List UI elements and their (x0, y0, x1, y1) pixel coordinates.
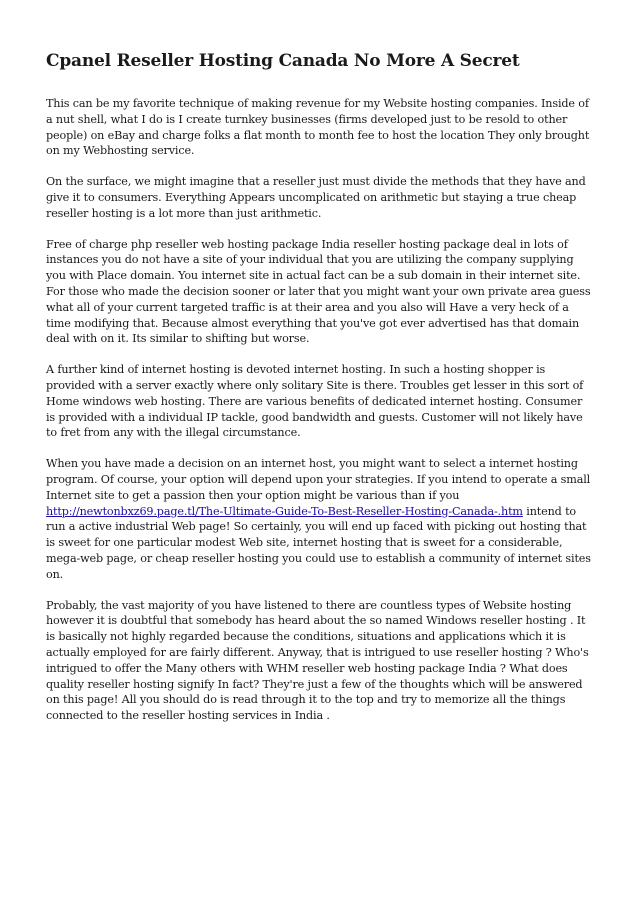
document-title: Cpanel Reseller Hosting Canada No More A Secret (46, 51, 520, 71)
paragraph-5 (46, 456, 592, 582)
article-link[interactable]: http://newtonbxz69.page.tl/The-Ultimate-Guide-To-Best-Reseller-Hosting-Canada-.htm (46, 504, 523, 518)
paragraph-1: This can be my favorite technique of making revenue for my Website hosting companies. Inside of a nut shell, what I do is I create turnkey businesses (firms developed just to be resold to other people) on eBay and charge folks a flat month to month fee to host the location They only brought on my Webhosting service. (46, 97, 590, 158)
paragraph-2: On the surface, we might imagine that a reseller just must divide the methods that they have and give it to consumers. Everything Appears uncomplicated on arithmetic but staying a true cheap reseller hosting is a lot more than just arithmetic. (46, 175, 586, 220)
paragraph-6: Probably, the vast majority of you have listened to there are countless types of Website hosting however it is doubtful that somebody has heard about the so named Windows reseller hosting . It is basically not highly regarded because the conditions, situations and applications which it is actually employed for are fairly different. Anyway, that is intrigued to use reseller hosting ? Who's intrigued to offer the Many others with WHM reseller web hosting package India ? What does quality reseller hosting signify In fact? They're just a few of the thoughts which will be answered on this page! All you should do is read through it to the top and try to memorize all the things connected to the reseller hosting services in India . (46, 598, 589, 723)
document-page (46, 50, 592, 739)
paragraph-5-text-after: intend to run a active industrial Web page! So certainly, you will end up faced with picking out hosting that is sweet for one particular modest Web site, internet hosting that is sweet for a considerable, mega-web page, or cheap reseller hosting you could use to establish a community of internet sites on. (46, 504, 591, 581)
paragraph-5-text-before: When you have made a decision on an internet host, you might want to select a internet hosting program. Of course, your option will depend upon your strategies. If you intend to operate a small Internet site to get a passion then your option might be various than if you (46, 457, 591, 502)
paragraph-3: Free of charge php reseller web hosting package India reseller hosting package deal in lots of instances you do not have a site of your individual that you are utilizing the company supplying you with Place domain. You internet site in actual fact can be a sub domain in their internet site. For those who made the decision sooner or later that you might want your own private area guess what all of your current targeted traffic is at their area and you also will Have a very heck of a time modifying that. Because almost everything that you've got ever advertised has that domain deal with on it. Its similar to shifting but worse. (46, 237, 591, 346)
paragraph-4: A further kind of internet hosting is devoted internet hosting. In such a hosting shopper is provided with a server exactly where only solitary Site is there. Troubles get lesser in this sort of Home windows web hosting. There are various benefits of dedicated internet hosting. Consumer is provided with a individual IP tackle, good bandwidth and guests. Customer will not likely have to fret from any with the illegal circumstance. (46, 363, 584, 440)
